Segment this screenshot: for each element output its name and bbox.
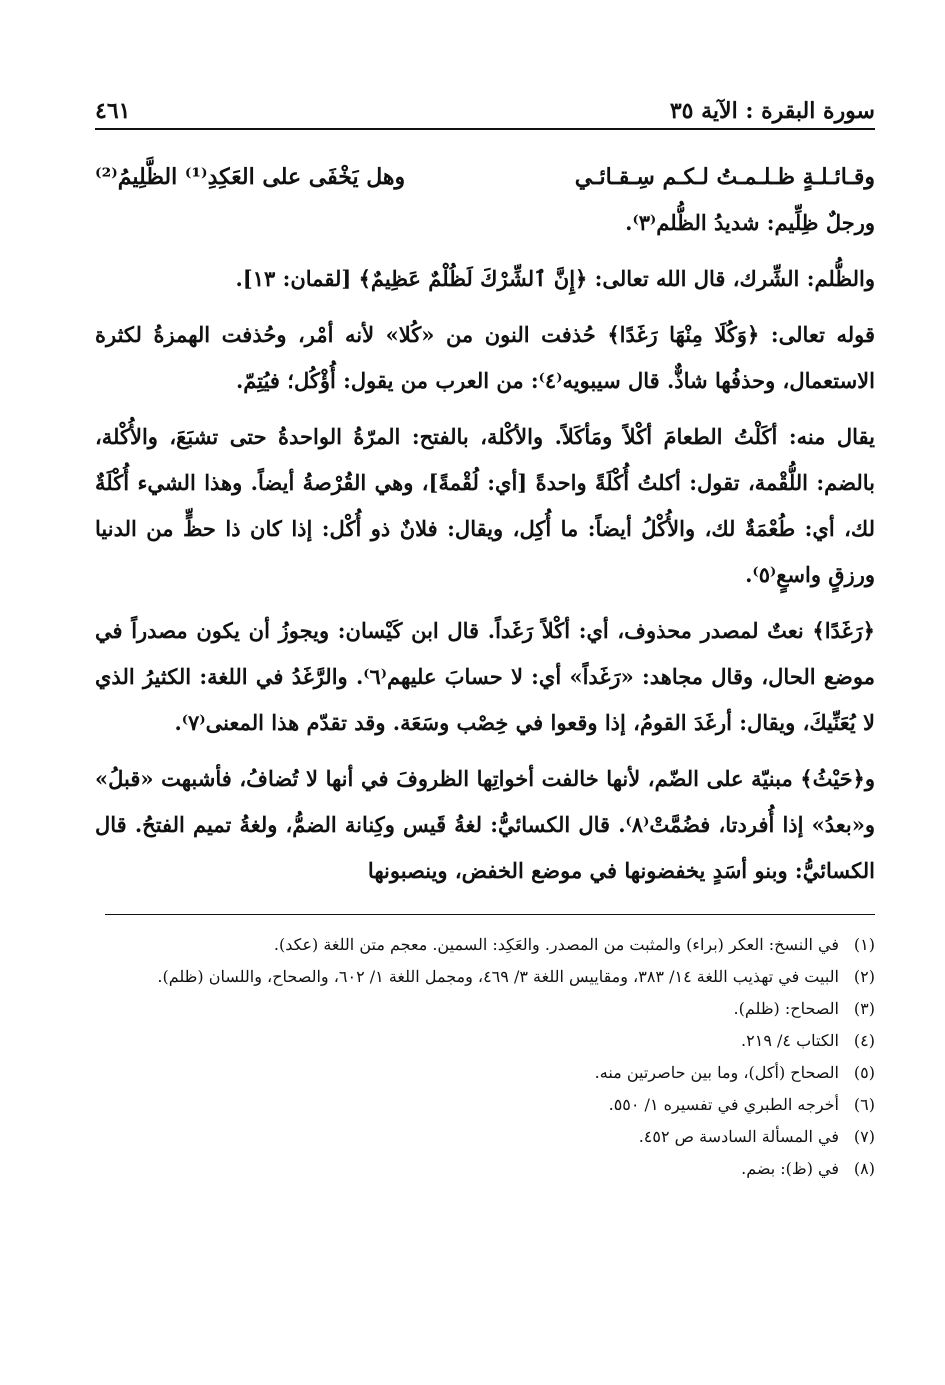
paragraph-1: ورجلٌ ظِلِّيم: شديدُ الظُّلم⁽٣⁾. — [625, 210, 875, 235]
footnote-number: (٥) — [853, 1063, 875, 1082]
footnote-item — [95, 1057, 875, 1089]
footnote-item — [95, 1089, 875, 1121]
footnote-text: الصحاح (أكل)، وما بين حاصرتين منه. — [594, 1063, 839, 1082]
footnote-text: أخرجه الطبري في تفسيره ١/ ٥٥٠. — [608, 1095, 839, 1114]
verse-right-hemistich: وقـائـلـةٍ ظـلـمـتُ لـكـم سِـقـائـي — [574, 164, 875, 190]
paragraph-3: قوله تعالى: ﴿وَكُلَا مِنْهَا رَغَدًا﴾ حُذفت النون من «كُلا» لأنه أمْر، وحُذفت الهمزةُ لكثرة الاستعمال، وحذفُها شاذٌّ. قال سيبويه⁽٤⁾: من العرب من يقول: أُؤْكُل؛ فيُتِمّ. — [95, 322, 875, 393]
footnote-number: (٤) — [853, 1031, 875, 1050]
footnote-item — [95, 1121, 875, 1153]
paragraph-2: والظُّلم: الشِّرك، قال الله تعالى: ﴿إِنَّ ٱلشِّرْكَ لَظُلْمٌ عَظِيمٌ﴾ [لقمان: ١٣]. — [235, 266, 875, 291]
footnote-item — [95, 961, 875, 993]
footnote-text: في النسخ: العكر (براء) والمثبت من المصدر. والعَكِد: السمين. معجم متن اللغة (عكد). — [273, 935, 839, 954]
footnote-number: (١) — [853, 935, 875, 954]
footnote-text: في المسألة السادسة ص ٤٥٢. — [638, 1127, 839, 1146]
footnote-item — [95, 993, 875, 1025]
main-text — [95, 154, 875, 894]
poetry-verse — [95, 154, 875, 200]
footnote-item — [95, 1153, 875, 1185]
footnote-item — [95, 929, 875, 961]
page-header — [95, 88, 875, 124]
footnote-text: الكتاب ٤/ ٢١٩. — [741, 1031, 839, 1050]
footnotes — [95, 929, 875, 1185]
footnote-text: البيت في تهذيب اللغة ١٤/ ٣٨٣، ومقاييس اللغة ٣/ ٤٦٩، ومجمل اللغة ١/ ٦٠٢، والصحاح، واللسان (ظلم). — [157, 967, 839, 986]
footnote-number: (٧) — [853, 1127, 875, 1146]
paragraph-4: يقال منه: أكَلْتُ الطعامَ أكْلاً ومَأكَلاً. والأكْلة، بالفتح: المرّةُ الواحدةُ حتى تشبَعَ، والأُكْلة، بالضم: اللُّقْمة، تقول: أكلتُ أُكْلَةً واحدةً [أي: لُقْمةً]، وهي القُرْصةُ أيضاً. وهذا الشيء أُكْلَةٌ لك، أي: طُعْمَةٌ لك، والأُكْلُ أيضاً: ما أُكِل، ويقال: فلانٌ ذو أُكْل: إذا كان ذا حظٍّ من الدنيا ورزقٍ واسعٍ⁽٥⁾. — [95, 424, 875, 587]
book-page — [95, 88, 875, 1185]
footnote-text: الصحاح: (ظلم). — [733, 999, 839, 1018]
footnote-number: (٦) — [853, 1095, 875, 1114]
header-rule — [95, 128, 875, 130]
verse-left-hemistich: وهل يَخْفَى على العَكِدِ⁽¹⁾ الظَّلِيمُ⁽²⁾ — [95, 164, 406, 190]
page-number: ٤٦١ — [95, 98, 131, 124]
running-title: سورة البقرة : الآية ٣٥ — [669, 98, 875, 124]
footnote-number: (٢) — [853, 967, 875, 986]
footnote-rule — [105, 914, 875, 915]
paragraph-6: و﴿حَيْثُ﴾ مبنيّة على الضّم، لأنها خالفت أخواتِها الظروفَ في أنها لا تُضافُ، فأشبهت «قبلُ» و«بعدُ» إذا أُفردتا، فضُمَّتْ⁽٨⁾. قال الكسائيُّ: لغةُ قَيس وكِنانة الضمُّ، ولغةُ تميم الفتحُ. قال الكسائيُّ: وبنو أسَدٍ يخفضونها في موضع الخفض، وينصبونها — [95, 766, 875, 883]
footnote-item — [95, 1025, 875, 1057]
footnote-text: في (ظ): بضم. — [741, 1159, 839, 1178]
footnote-number: (٣) — [853, 999, 875, 1018]
paragraph-5: ﴿رَغَدًا﴾ نعتٌ لمصدر محذوف، أي: أكْلاً رَغَداً. قال ابن كَيْسان: ويجوزُ أن يكون مصدراً في موضع الحال، وقال مجاهد: «رَغَداً» أي: لا حسابَ عليهم⁽٦⁾. والرَّغَدُ في اللغة: الكثيرُ الذي لا يُعَنِّيكَ، ويقال: أرغَدَ القومُ، إذا وقعوا في خِصْب وسَعَة. وقد تقدّم هذا المعنى⁽٧⁾. — [95, 618, 875, 735]
footnote-number: (٨) — [853, 1159, 875, 1178]
